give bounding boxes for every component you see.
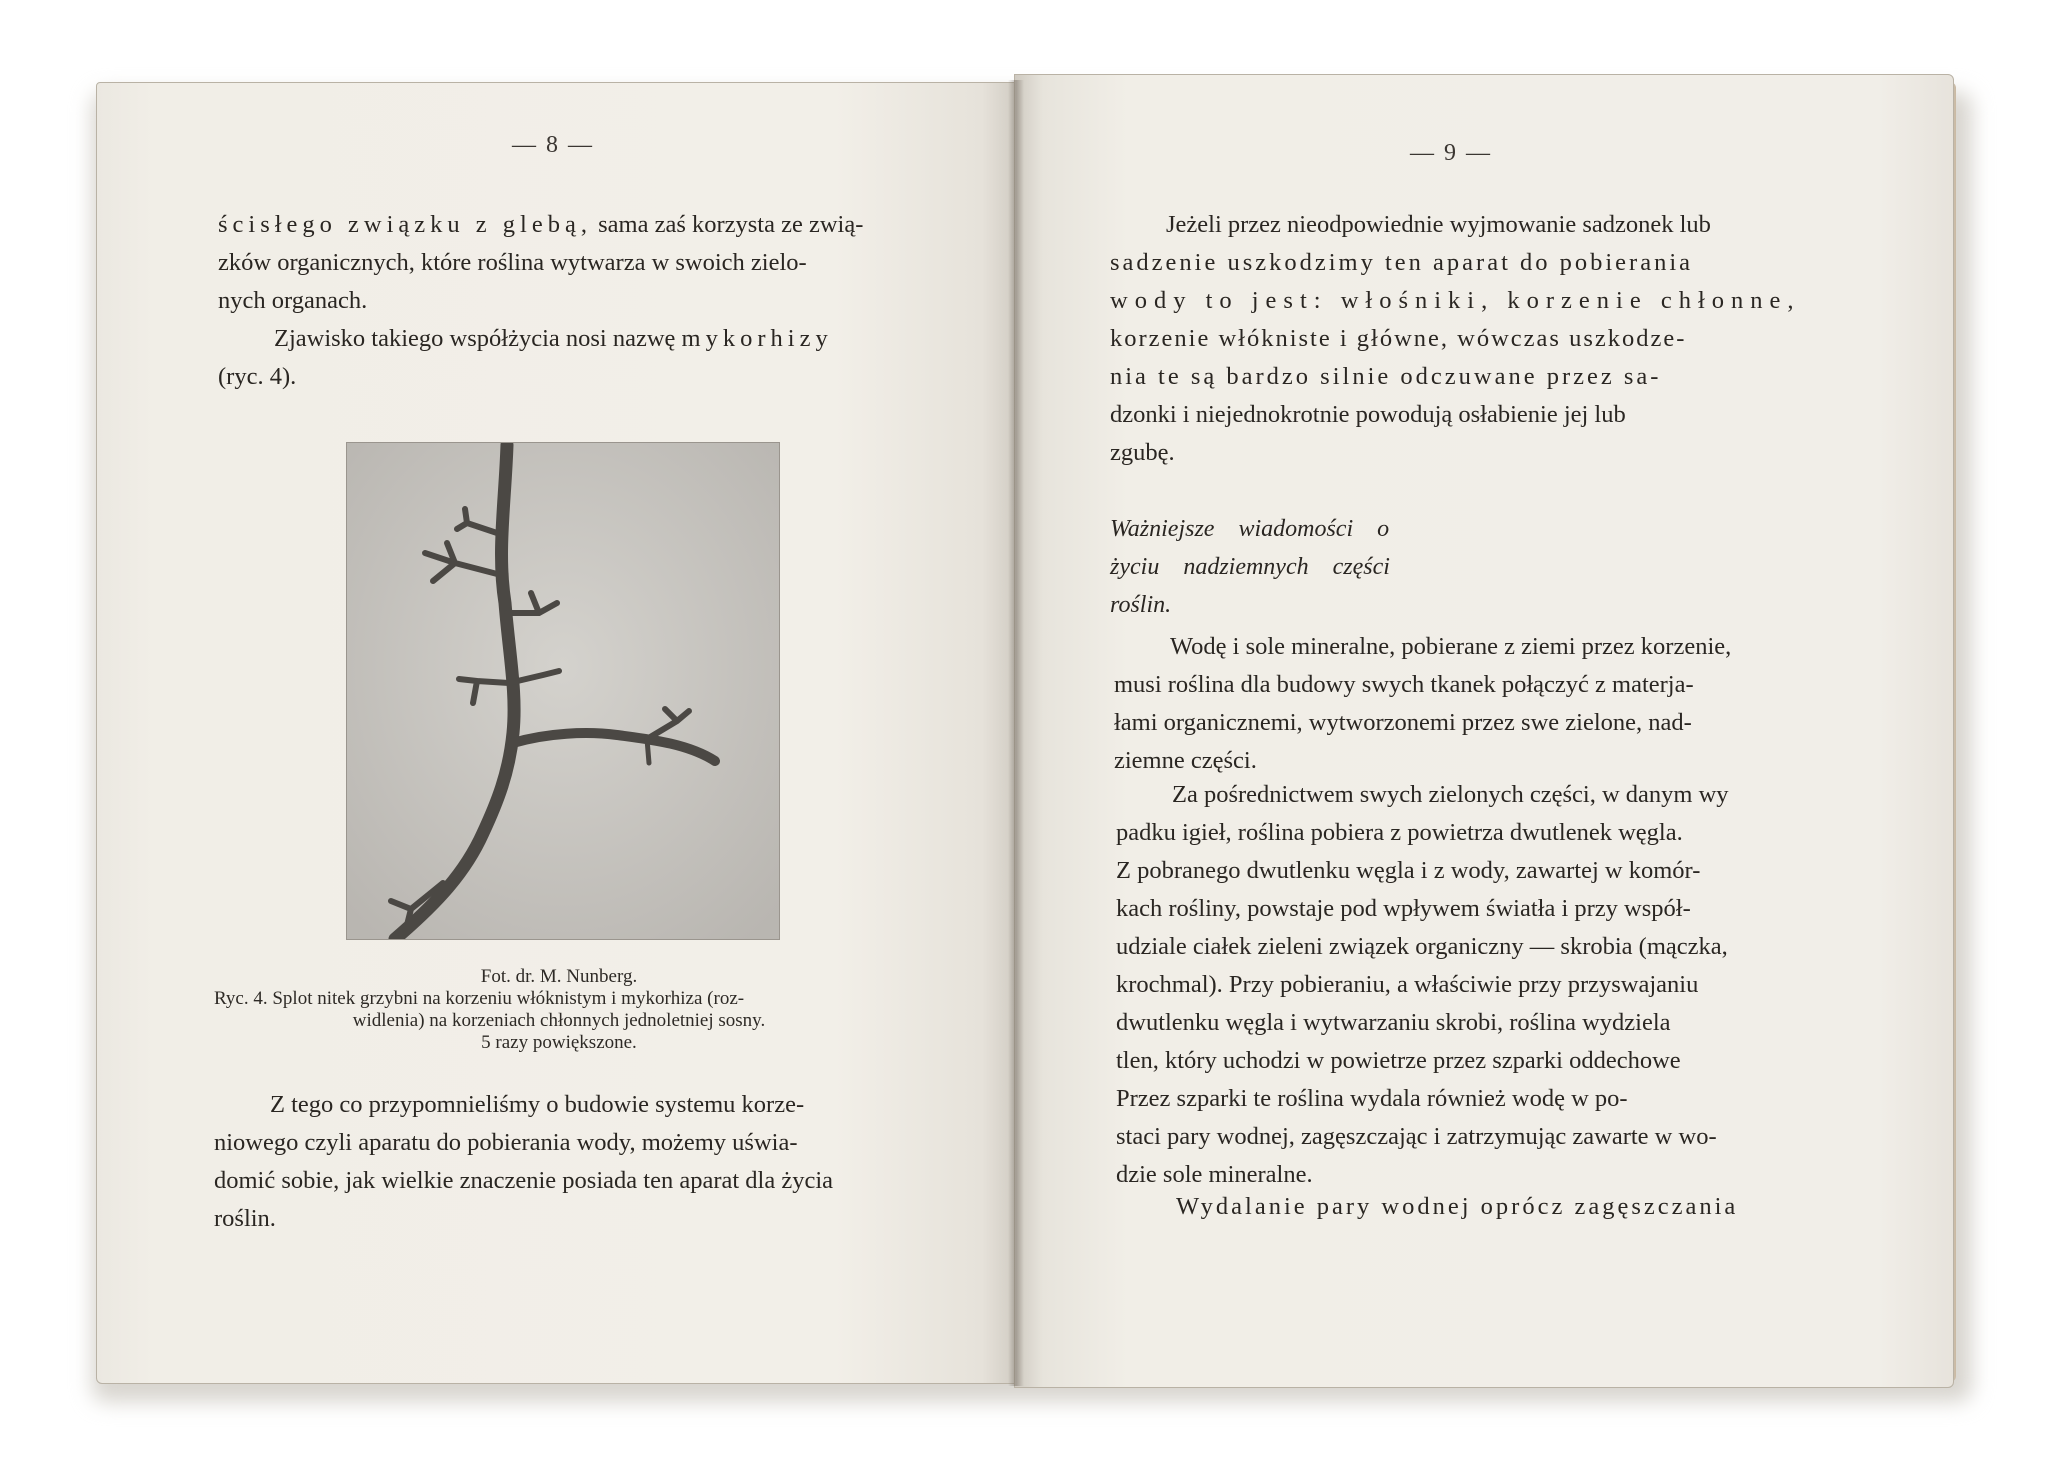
text-run: Zjawisko takiego współżycia nosi nazwę <box>274 325 676 352</box>
photo-credit: Fot. dr. M. Nunberg. <box>480 966 638 987</box>
heading-line: życiu nadziemnych części <box>1110 554 1390 580</box>
text-line: Za pośrednictwem swych zielonych części, w danym wy <box>1172 781 1729 808</box>
root-mycorrhiza-photo <box>346 442 780 940</box>
right-paragraph-3 <box>1116 776 1822 1194</box>
text-line: niowego czyli aparatu do pobierania wody, możemy uświa- <box>214 1129 798 1156</box>
text-line: krochmal). Przy pobieraniu, a właściwie przy przyswajaniu <box>1116 971 1699 998</box>
text-line: (ryc. 4). <box>218 363 297 390</box>
text-line: padku igieł, roślina pobiera z powietrza dwutlenek węgla. <box>1116 819 1683 846</box>
text-line: dzie sole mineralne. <box>1116 1161 1313 1188</box>
caption-line: 5 razy powiększone. <box>481 1032 637 1053</box>
caption-line: widlenia) na korzeniach chłonnych jednoletniej sosny. <box>352 1010 766 1031</box>
text-line: Przez szparki te roślina wydala również wodę w po- <box>1116 1085 1628 1112</box>
text-line: dwutlenku węgla i wytwarzaniu skrobi, roślina wydziela <box>1116 1009 1671 1036</box>
heading-line: roślin. <box>1110 592 1172 618</box>
left-closing-paragraph <box>214 1086 916 1238</box>
text-line: wody to jest: włośniki, korzenie chłonne, <box>1110 287 1801 314</box>
section-heading <box>1110 510 1530 624</box>
text-line: zgubę. <box>1110 439 1175 466</box>
text-line: domić sobie, jak wielkie znaczenie posiada ten aparat dla życia <box>214 1167 834 1194</box>
text-line: staci pary wodnej, zagęszczając i zatrzymując zawarte w wo- <box>1116 1123 1717 1150</box>
spaced-term: mykorhizy <box>681 325 833 352</box>
text-line: kach rośliny, powstaje pod wpływem światła i przy współ- <box>1116 895 1691 922</box>
right-paragraph-4 <box>1120 1188 1832 1226</box>
text-line: musi roślina dla budowy swych tkanek połączyć z materja- <box>1114 671 1694 698</box>
text-line: nych organach. <box>218 287 368 314</box>
text-line: Wodę i sole mineralne, pobierane z ziemi przez korzenie, <box>1170 633 1732 660</box>
text-line: sadzenie uszkodzimy ten aparat do pobierania <box>1110 249 1694 276</box>
text-line: roślin. <box>214 1205 276 1232</box>
right-paragraph-1 <box>1110 206 1816 472</box>
text-line <box>218 206 916 244</box>
text-run: sama zaś korzysta ze zwią- <box>591 211 864 238</box>
text-line: udziale ciałek zieleni związek organiczny — skrobia (mączka, <box>1116 933 1728 960</box>
text-line <box>218 320 916 358</box>
text-line: Z pobranego dwutlenku węgla i z wody, zawartej w komór- <box>1116 857 1701 884</box>
right-page-number: — 9 — <box>1410 140 1492 166</box>
book-gutter <box>1008 80 1024 1386</box>
text-line: tlen, który uchodzi w powietrze przez szparki oddechowe <box>1116 1047 1681 1074</box>
figure-caption <box>214 966 904 1054</box>
text-line: Wydalanie pary wodnej oprócz zagęszczania <box>1176 1193 1739 1220</box>
left-intro-paragraph <box>218 206 916 396</box>
left-page-number: — 8 — <box>512 132 594 158</box>
text-line: zków organicznych, które roślina wytwarza w swoich zielo- <box>218 249 807 276</box>
text-line: Z tego co przypomnieliśmy o budowie systemu korze- <box>270 1091 805 1118</box>
text-line: łami organicznemi, wytworzonemi przez swe zielone, nad- <box>1114 709 1692 736</box>
text-line: dzonki i niejednokrotnie powodują osłabienie jej lub <box>1110 401 1626 428</box>
text-line: ziemne części. <box>1114 747 1257 774</box>
caption-line: Ryc. 4. Splot nitek grzybni na korzeniu włóknistym i mykorhiza (roz- <box>214 988 745 1009</box>
text-line: nia te są bardzo silnie odczuwane przez sa- <box>1110 363 1662 390</box>
text-line: korzenie włókniste i główne, wówczas uszkodze- <box>1110 325 1687 352</box>
spaced-phrase: ścisłego związku z glebą, <box>218 211 592 238</box>
heading-line: Ważniejsze wiadomości o <box>1110 516 1390 542</box>
right-paragraph-2 <box>1114 628 1820 780</box>
text-line: Jeżeli przez nieodpowiednie wyjmowanie sadzonek lub <box>1166 211 1711 238</box>
root-drawing <box>347 443 779 939</box>
